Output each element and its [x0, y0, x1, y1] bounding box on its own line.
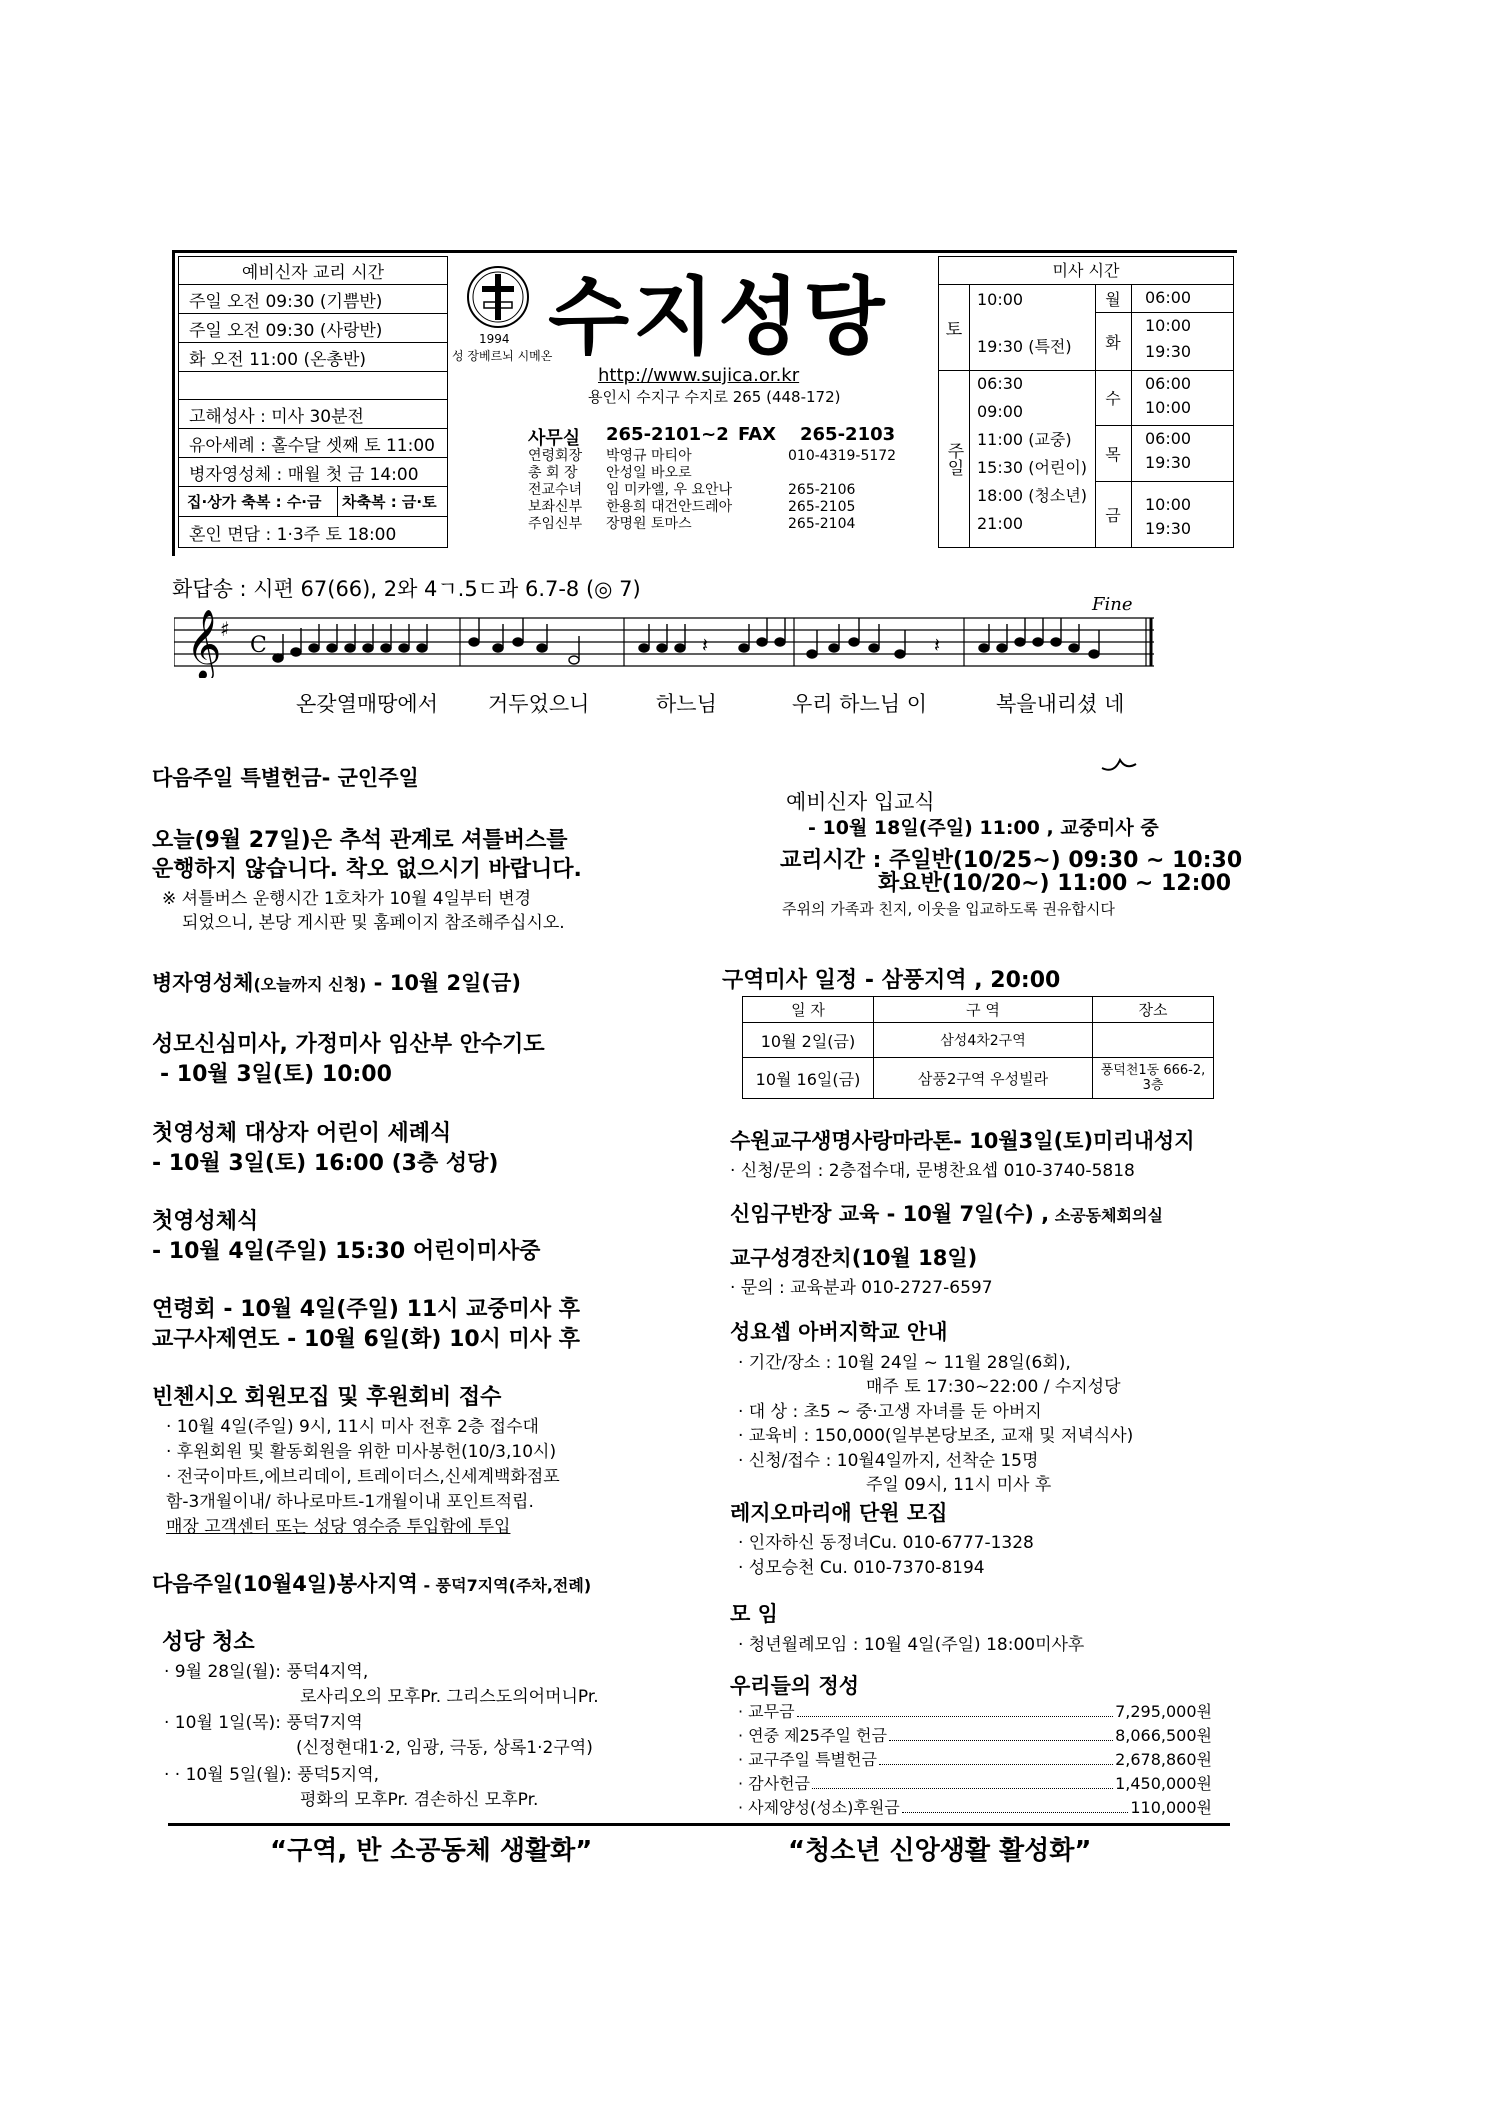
footer-rule	[168, 1823, 1230, 1826]
staff-row: 보좌신부 한용희 대건안드레아 265-2105	[528, 499, 856, 515]
clean-title: 성당 청소	[162, 1630, 255, 1655]
logo-year: 1994	[479, 332, 510, 346]
fax-label: FAX	[738, 424, 777, 445]
father-item: 주일 09시, 11시 미사 후	[866, 1475, 1052, 1495]
sun-label: 주일	[943, 441, 964, 476]
mary-mass-date: - 10월 3일(토) 10:00	[160, 1062, 392, 1087]
legio-item: · 성모승천 Cu. 010-7370-8194	[738, 1558, 985, 1578]
vincent-item: 매장 고객센터 또는 성당 영수증 투입함에 투입	[166, 1517, 511, 1537]
vincent-item: · 10월 4일(주일) 9시, 11시 미사 전후 2층 접수대	[166, 1417, 539, 1437]
class-time: 교리시간 : 주일반(10/25~) 09:30 ~ 10:30	[780, 848, 1243, 873]
parish-address: 용인시 수지구 수지로 265 (448-172)	[588, 388, 841, 406]
catechism-row: 주일 오전 09:30 (기쁨반)	[179, 285, 447, 314]
clean-item: · 9월 28일(월): 풍덕4지역,	[164, 1662, 369, 1682]
father-school-title: 성요셉 아버지학교 안내	[730, 1320, 948, 1344]
marriage-row: 혼인 면담 : 1·3주 토 18:00	[189, 524, 397, 545]
mass-schedule-box	[938, 256, 1234, 548]
weekday-thu: 목 06:00 19:30	[1095, 425, 1233, 482]
lyric: 거두었으니	[488, 692, 590, 716]
table-row: 10월 2일(금) 삼성4차2구역	[743, 1023, 1214, 1058]
vincent-item: 함-3개월이내/ 하나로마트-1개월이내 포인트적립.	[166, 1492, 534, 1512]
info-row: 유아세례 : 홀수달 셋째 토 11:00	[179, 429, 447, 458]
clean-item: (신정현대1·2, 임광, 극동, 상록1·2구역)	[296, 1738, 593, 1758]
svg-text:𝄞: 𝄞	[186, 609, 222, 678]
weekday-wed: 수 06:00 10:00	[1095, 370, 1233, 426]
info-row: 병자영성체 : 매월 첫 금 14:00	[179, 458, 447, 487]
bible-festival: 교구성경잔치(10월 18일)	[730, 1246, 978, 1270]
baptism: 첫영성체 대상자 어린이 세례식	[152, 1121, 452, 1146]
father-item: · 기간/장소 : 10월 24일 ~ 11월 28일(6회),	[738, 1353, 1071, 1373]
clean-item: 로사리오의 모후Pr. 그리스도의어머니Pr.	[300, 1687, 599, 1707]
mary-mass: 성모신심미사, 가정미사 임산부 안수기도	[152, 1032, 545, 1057]
fax-phone: 265-2103	[800, 424, 896, 445]
admission-title: 예비신자 입교식	[786, 790, 935, 814]
parish-name: 수지성당	[548, 268, 889, 366]
meeting-item: · 청년월례모임 : 10월 4일(주일) 18:00미사후	[738, 1635, 1085, 1655]
weekday-mon: 월 06:00	[1095, 284, 1233, 313]
offering-row: · 교구주일 특별헌금 2,678,860원	[738, 1750, 1212, 1769]
clean-item: · · 10월 5일(월): 풍덕5지역,	[164, 1765, 380, 1785]
lyric: 복을내리셨 네	[996, 692, 1125, 716]
car-blessing: 차축복 : 금·토	[342, 493, 437, 511]
fine-mark: Fine	[1092, 594, 1133, 615]
clean-item: · 10월 1일(목): 풍덕7지역	[164, 1713, 363, 1733]
svg-text:𝄽: 𝄽	[702, 633, 709, 657]
slogan-left: “구역, 반 소공동체 생활화”	[270, 1836, 593, 1866]
father-item: · 신청/접수 : 10월4일까지, 선착순 15명	[738, 1451, 1039, 1471]
next-special-offering: 다음주일 특별헌금- 군인주일	[152, 766, 419, 790]
catechism-row: 주일 오전 09:30 (사랑반)	[179, 314, 447, 343]
father-item: · 교육비 : 150,000(일부본당보조, 교재 및 저녁식사)	[738, 1426, 1134, 1446]
legio-item: · 인자하신 동정녀Cu. 010-6777-1328	[738, 1533, 1034, 1553]
shuttle-note: ※ 셔틀버스 운행시간 1호차가 10월 4일부터 변경	[162, 889, 532, 909]
offering-row: · 사제양성(성소)후원금 110,000원	[738, 1798, 1212, 1817]
weekday-fri: 금 10:00 19:30	[1095, 481, 1233, 547]
district-mass-title: 구역미사 일정 - 삼풍지역 , 20:00	[722, 968, 1061, 993]
sick-communion: 병자영성체(오늘까지 신청) - 10월 2일(금)	[152, 971, 521, 995]
catechism-row: 화 오전 11:00 (온총반)	[179, 343, 447, 372]
bible-note: · 문의 : 교육분과 010-2727-6597	[730, 1278, 993, 1298]
lyric: 온갖열매땅에서	[296, 692, 439, 716]
next-service: 다음주일(10월4일)봉사지역 - 풍덕7지역(주차,전례)	[152, 1572, 592, 1596]
district-table	[742, 996, 1214, 1099]
father-item: · 대 상 : 초5 ~ 중·고생 자녀를 둔 아버지	[738, 1402, 1042, 1422]
yeonryeong: 연령회 - 10월 4일(주일) 11시 교중미사 후	[152, 1297, 581, 1322]
meeting-title: 모 임	[730, 1602, 778, 1626]
svg-text:𝄽: 𝄽	[934, 633, 941, 657]
baptism-date: - 10월 3일(토) 16:00 (3층 성당)	[152, 1151, 499, 1176]
vincent-item: · 후원회원 및 활동회원을 위한 미사봉헌(10/3,10시)	[166, 1442, 557, 1462]
offering-list	[738, 1700, 1212, 1820]
staff-list	[528, 448, 928, 533]
shuttle-note: 되었으니, 본당 게시판 및 홈페이지 참조해주십시오.	[182, 913, 565, 933]
slogan-right: “청소년 신앙생활 활성화”	[788, 1836, 1092, 1866]
blessing-row	[179, 487, 447, 517]
admission-date: - 10월 18일(주일) 11:00 , 교중미사 중	[808, 817, 1159, 839]
decorative-swoosh	[1100, 750, 1140, 774]
offering-row: · 교무금 7,295,000원	[738, 1702, 1212, 1721]
clean-item: 평화의 모후Pr. 겸손하신 모후Pr.	[300, 1790, 539, 1810]
parish-logo	[462, 262, 534, 332]
catechism-title: 예비신자 교리 시간	[179, 257, 447, 285]
blank-row	[179, 372, 447, 400]
leader-education: 신임구반장 교육 - 10월 7일(수) , 소공동체회의실	[730, 1202, 1163, 1226]
diocese-yeondo: 교구사제연도 - 10월 6일(화) 10시 미사 후	[152, 1327, 581, 1352]
office-label: 사무실	[528, 428, 581, 449]
weekday-tue: 화 10:00 19:30	[1095, 312, 1233, 371]
admission-note: 주위의 가족과 친지, 이웃을 입교하도록 권유합시다	[782, 900, 1115, 918]
mass-title: 미사 시간	[939, 257, 1233, 285]
father-item: 매주 토 17:30~22:00 / 수지성당	[866, 1377, 1121, 1397]
staff-row: 연령회장 박영규 마티아 010-4319-5172	[528, 448, 897, 464]
staff-row: 총 회 장 안성일 바오로	[528, 465, 692, 481]
vincent-item: · 전국이마트,에브리데이, 트레이더스,신세계백화점포	[166, 1467, 560, 1487]
staff-row: 주임신부 장명원 토마스 265-2104	[528, 516, 856, 532]
offering-row: · 연중 제25주일 헌금 8,066,500원	[738, 1726, 1212, 1745]
shuttle-notice: 오늘(9월 27일)은 추석 관계로 셔틀버스를	[152, 828, 568, 853]
shuttle-notice: 운행하지 않습니다. 착오 없으시기 바랍니다.	[152, 857, 582, 882]
svg-text:C: C	[250, 633, 267, 658]
class-time: 화요반(10/20~) 11:00 ~ 12:00	[878, 871, 1232, 896]
staff-row: 전교수녀 임 미카엘, 우 요안나 265-2106	[528, 482, 856, 498]
office-phone: 265-2101~2	[606, 424, 729, 445]
offering-title: 우리들의 정성	[730, 1674, 860, 1698]
first-communion-date: - 10월 4일(주일) 15:30 어린이미사중	[152, 1239, 541, 1264]
svg-text:♯: ♯	[220, 617, 230, 641]
lyric: 하느님	[656, 692, 717, 716]
sat-label: 토	[939, 284, 969, 371]
marathon-note: · 신청/문의 : 2층접수대, 문병찬요셉 010-3740-5818	[730, 1161, 1135, 1181]
lyric: 우리 하느님 이	[792, 692, 928, 716]
psalm-title: 화답송 : 시편 67(66), 2와 4ㄱ.5ㄷ과 6.7-8 (◎ 7)	[172, 577, 641, 601]
table-row: 일 자 구 역 장소	[743, 997, 1214, 1023]
sat-times: 10:00 19:30 (특전)	[969, 284, 1096, 371]
offering-row: · 감사헌금 1,450,000원	[738, 1774, 1212, 1793]
legio-title: 레지오마리애 단원 모집	[730, 1501, 948, 1525]
first-communion: 첫영성체식	[152, 1209, 259, 1234]
catechism-box	[178, 256, 448, 548]
parish-url[interactable]: http://www.sujica.or.kr	[598, 365, 800, 386]
info-row: 고해성사 : 미사 30분전	[179, 400, 447, 429]
table-row: 10월 16일(금) 삼풍2구역 우성빌라 풍덕천1동 666-2, 3층	[743, 1058, 1214, 1099]
vincent-title: 빈첸시오 회원모집 및 후원회비 접수	[152, 1385, 502, 1410]
marathon-title: 수원교구생명사랑마라톤- 10월3일(토)미리내성지	[730, 1129, 1195, 1153]
music-staff	[174, 608, 1154, 678]
sun-times: 06:30 09:00 11:00 (교중) 15:30 (어린이) 18:00 (청소년) 21:00	[969, 370, 1096, 547]
house-blessing: 집·상가 축복 : 수·금	[179, 487, 338, 516]
logo-caption: 성 장베르뇌 시메온	[452, 349, 553, 363]
